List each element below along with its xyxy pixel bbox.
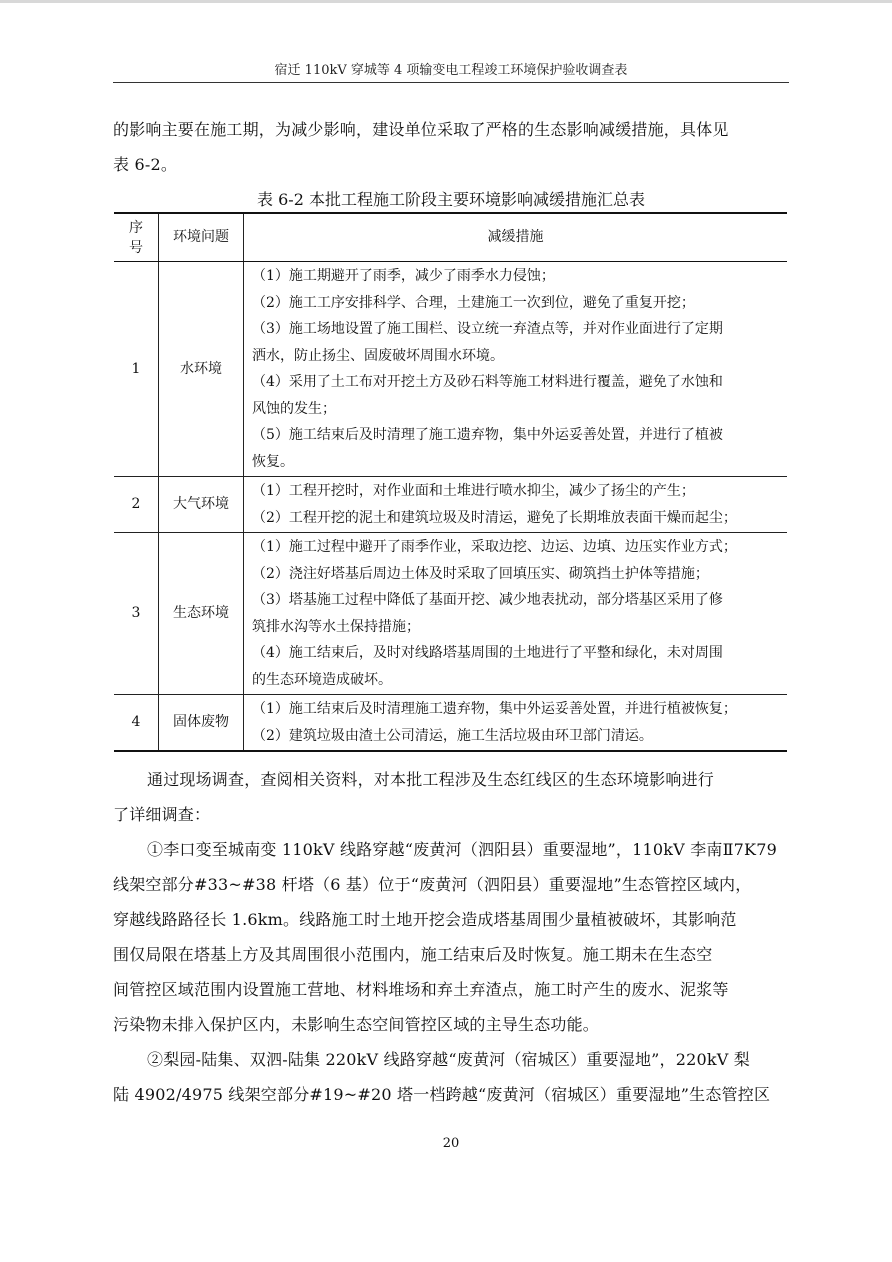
header-measures: 减缓措施 bbox=[244, 213, 788, 262]
mitigation-table bbox=[114, 212, 787, 752]
row-issue: 固体废物 bbox=[159, 695, 244, 752]
header-issue: 环境问题 bbox=[159, 213, 244, 262]
body-line: 了详细调查： bbox=[113, 805, 211, 824]
row-issue: 水环境 bbox=[159, 262, 244, 477]
body-line: 污染物未排入保护区内，未影响生态空间管控区域的主导生态功能。 bbox=[113, 1015, 600, 1034]
page-top-edge bbox=[0, 0, 892, 3]
body-line: 线架空部分#33~#38 杆塔（6 基）位于“废黄河（泗阳县）重要湿地”生态管控区域内， bbox=[113, 875, 752, 894]
header-index-line1: 序 bbox=[129, 219, 143, 236]
measure-line: （3）施工场地设置了施工围栏、设立统一弃渣点等，并对作业面进行了定期 bbox=[252, 321, 723, 337]
measure-line: （1）工程开挖时，对作业面和土堆进行喷水抑尘，减少了扬尘的产生； bbox=[252, 483, 695, 499]
intro-line: 表 6-2。 bbox=[113, 155, 178, 174]
running-header: 宿迁 110kV 穿城等 4 项输变电工程竣工环境保护验收调查表 bbox=[274, 63, 628, 78]
intro-paragraph bbox=[113, 112, 789, 182]
measure-line: （2）建筑垃圾由渣土公司清运，施工生活垃圾由环卫部门清运。 bbox=[252, 727, 653, 744]
row-measures bbox=[244, 477, 788, 533]
measure-line: （1）施工结束后及时清理施工遗弃物，集中外运妥善处置，并进行植被恢复； bbox=[252, 701, 737, 717]
row-index: 3 bbox=[114, 533, 159, 695]
body-line: 围仅局限在塔基上方及其周围很小范围内，施工结束后及时恢复。施工期未在生态空 bbox=[113, 945, 713, 964]
measure-line: 筑排水沟等水土保持措施； bbox=[252, 618, 420, 635]
row-measures bbox=[244, 533, 788, 695]
measure-line: （5）施工结束后及时清理了施工遗弃物，集中外运妥善处置，并进行了植被 bbox=[252, 427, 723, 443]
header-index-line2: 号 bbox=[129, 239, 143, 256]
table-caption: 表 6-2 本批工程施工阶段主要环境影响减缓措施汇总表 bbox=[257, 190, 645, 209]
body-line: 通过现场调查，查阅相关资料，对本批工程涉及生态红线区的生态环境影响进行 bbox=[147, 770, 715, 789]
header-index bbox=[114, 213, 159, 262]
body-line: 陆 4902/4975 线架空部分#19~#20 塔一档跨越“废黄河（宿城区）重要湿地”生态管控区 bbox=[113, 1085, 771, 1104]
row-measures bbox=[244, 262, 788, 477]
body-line: 间管控区域范围内设置施工营地、材料堆场和弃土弃渣点，施工时产生的废水、泥浆等 bbox=[113, 980, 729, 999]
row-index: 4 bbox=[114, 695, 159, 752]
measure-line: 洒水，防止扬尘、固废破坏周围水环境。 bbox=[252, 347, 504, 364]
measure-line: 的生态环境造成破坏。 bbox=[252, 671, 392, 688]
header-rule bbox=[113, 82, 789, 83]
table-row bbox=[114, 533, 787, 695]
body-line: ①李口变至城南变 110kV 线路穿越“废黄河（泗阳县）重要湿地”，110kV 李南Ⅱ7K79 bbox=[147, 840, 777, 859]
measure-line: 恢复。 bbox=[252, 453, 294, 470]
page-number: 20 bbox=[442, 1136, 460, 1151]
survey-paragraphs bbox=[113, 762, 789, 1112]
measure-line: （4）采用了土工布对开挖土方及砂石料等施工材料进行覆盖，避免了水蚀和 bbox=[252, 374, 723, 390]
measure-line: （2）浇注好塔基后周边土体及时采取了回填压实、砌筑挡土护体等措施； bbox=[252, 565, 709, 582]
measure-line: （4）施工结束后，及时对线路塔基周围的土地进行了平整和绿化，未对周围 bbox=[252, 645, 723, 661]
body-line: 穿越线路路径长 1.6km。线路施工时土地开挖会造成塔基周围少量植被破坏，其影响范 bbox=[113, 910, 737, 929]
row-measures bbox=[244, 695, 788, 752]
table-row bbox=[114, 262, 787, 477]
table-header-row bbox=[114, 213, 787, 262]
measure-line: （3）塔基施工过程中降低了基面开挖、减少地表扰动，部分塔基区采用了修 bbox=[252, 592, 723, 608]
table-row bbox=[114, 695, 787, 752]
measure-line: （2）工程开挖的泥土和建筑垃圾及时清运，避免了长期堆放表面干燥而起尘； bbox=[252, 509, 737, 526]
measure-line: 风蚀的发生； bbox=[252, 400, 336, 417]
row-index: 1 bbox=[114, 262, 159, 477]
row-index: 2 bbox=[114, 477, 159, 533]
measure-line: （2）施工工序安排科学、合理，土建施工一次到位，避免了重复开挖； bbox=[252, 294, 695, 311]
body-line: ②梨园-陆集、双泗-陆集 220kV 线路穿越“废黄河（宿城区）重要湿地”，220kV 梨 bbox=[147, 1050, 751, 1069]
row-issue: 大气环境 bbox=[159, 477, 244, 533]
table-row bbox=[114, 477, 787, 533]
intro-line: 的影响主要在施工期，为减少影响，建设单位采取了严格的生态影响减缓措施，具体见 bbox=[113, 120, 729, 139]
measure-line: （1）施工期避开了雨季，减少了雨季水力侵蚀； bbox=[252, 268, 555, 284]
row-issue: 生态环境 bbox=[159, 533, 244, 695]
measure-line: （1）施工过程中避开了雨季作业，采取边挖、边运、边填、边压实作业方式； bbox=[252, 539, 737, 555]
